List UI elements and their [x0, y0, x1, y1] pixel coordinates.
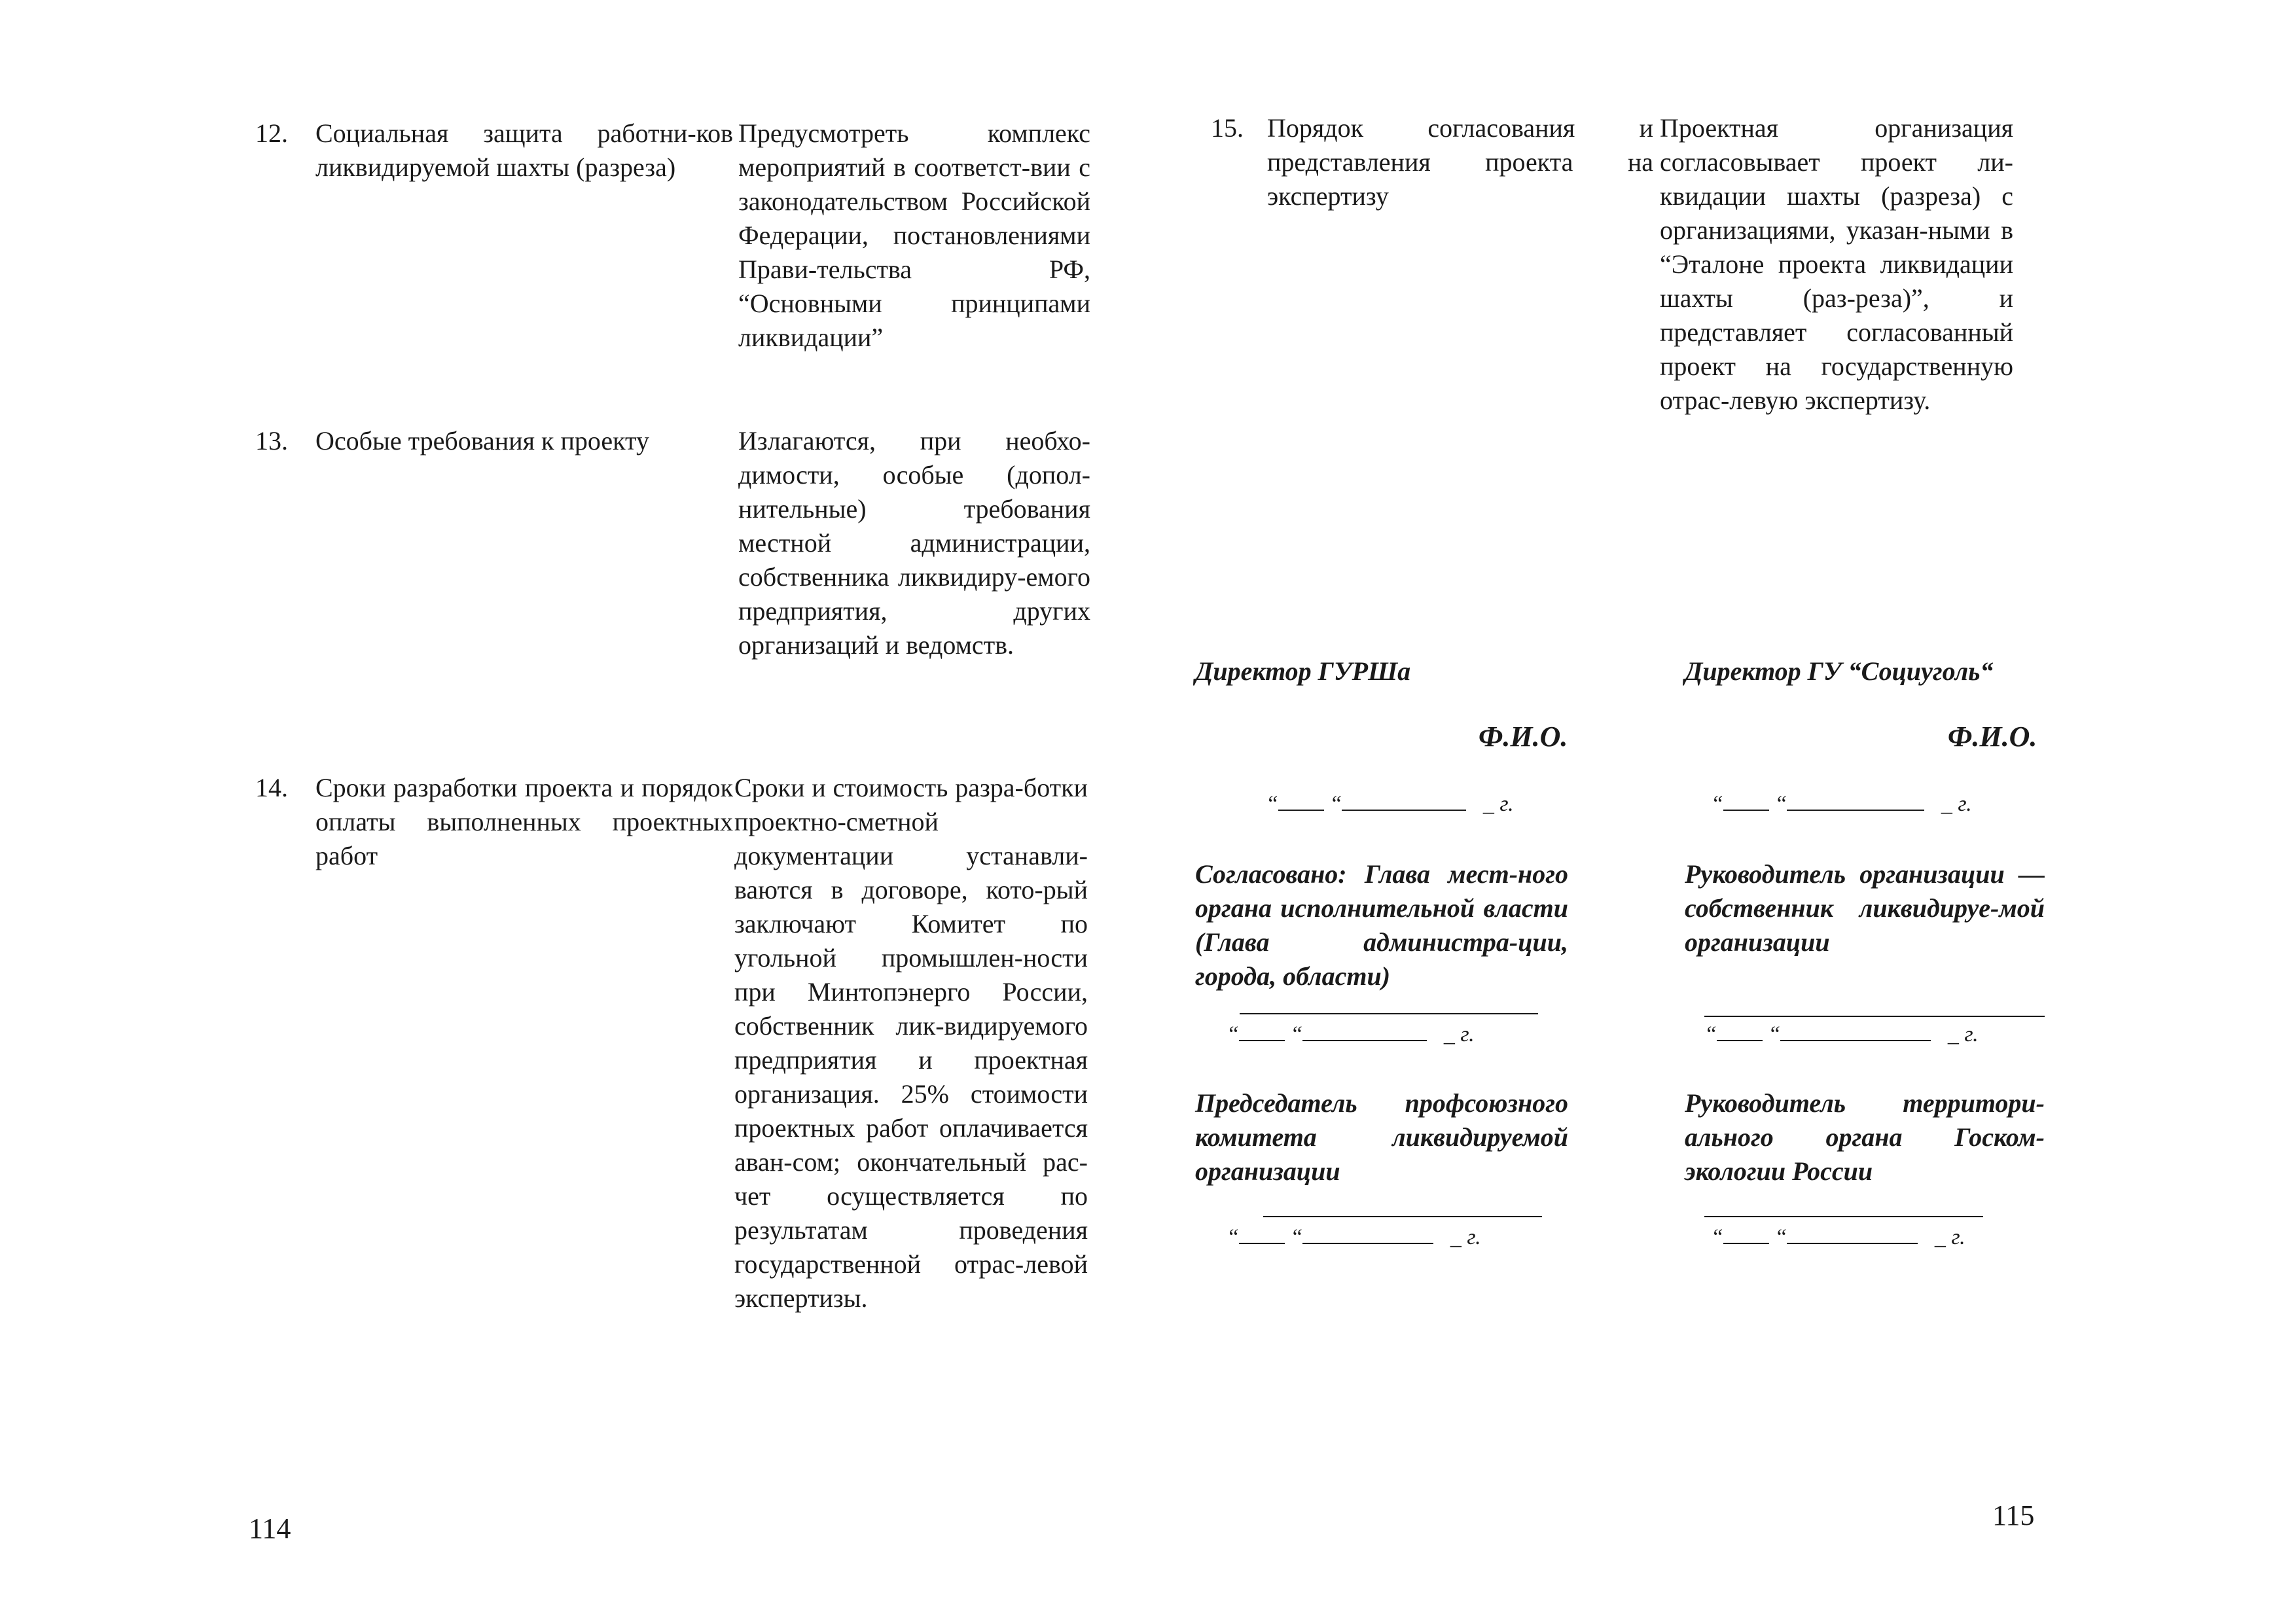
signature-agreed-head: Согласовано: Глава мест-ного органа исполнительной власти (Глава администра-ции, города, области) — [1195, 859, 1568, 991]
item-description: Излагаются, при необхо-димости, особые (допол-нительные) требования местной администрации, собственника ликвидиру-емого предприятия, других организаций и ведомств. — [738, 426, 1090, 660]
signature-line — [1704, 1216, 1983, 1217]
signature-line — [1240, 1013, 1538, 1014]
fio-left: Ф.И.О. — [1479, 721, 1568, 753]
item-name: Социальная защита работни-ков ликвидируемой шахты (разреза) — [315, 118, 733, 182]
fio-right: Ф.И.О. — [1948, 721, 2037, 753]
signature-line — [1263, 1216, 1542, 1217]
date-line: “ “ _ г. — [1227, 1225, 1481, 1249]
item-name: Сроки разработки проекта и порядок оплаты выполненных проектных работ — [315, 773, 733, 870]
signature-director-sotsugol: Директор ГУ “Социуголь“ — [1685, 656, 1994, 686]
item-number: 15. — [1211, 113, 1244, 143]
date-line: “ “ _ г. — [1704, 1022, 1979, 1046]
page-number-left: 114 — [249, 1512, 291, 1544]
date-line: “ “ _ г. — [1711, 1225, 1965, 1249]
item-name: Особые требования к проекту — [315, 426, 649, 455]
page-number-right: 115 — [1992, 1499, 2035, 1531]
item-name: Порядок согласования и представления проекта на экспертизу — [1267, 113, 1653, 211]
item-description: Предусмотреть комплекс мероприятий в соответст-вии с законодательством Российской Федерации, постановлениями Прави-тельства РФ, “Основными принципами ликвидации” — [738, 118, 1090, 352]
date-line: “ “ _ г. — [1227, 1022, 1475, 1046]
signature-owner-head: Руководитель организации —собственник ликвидируе-мой организации — [1685, 859, 2045, 957]
item-description: Сроки и стоимость разра-ботки проектно-сметной документации устанавли-ваются в договоре, кото-рый заключают Комитет по угольной промышлен-ности при Минтопэнерго России, собственник лик-видируемого предприятия и проектная организация. 25% стоимости проектных работ оплачивается аван-сом; окончательный рас-чет осуществляется по результатам проведения государственной отрас-левой экспертизы. — [734, 773, 1088, 1313]
item-description: Проектная организация согласовывает проект ли-квидации шахты (разреза) с организациями, указан-ными в “Эталоне проекта ликвидации шахты (раз-реза)”, и представляет согласованный проект на государственную отрас-левую экспертизу. — [1660, 113, 2013, 415]
item-number: 14. — [255, 773, 288, 802]
signature-union-chair: Председатель профсоюзного комитета ликвидируемой организации — [1195, 1088, 1568, 1186]
signature-line — [1704, 1016, 2045, 1017]
right-page — [1148, 0, 2296, 1623]
signature-director-gursha: Директор ГУРШа — [1195, 656, 1411, 686]
date-line: “ “ _ г. — [1711, 792, 1972, 816]
signature-goskom-head: Руководитель территори-ального органа Госком-экологии России — [1685, 1088, 2045, 1186]
date-line: “ “ _ г. — [1266, 792, 1514, 816]
item-number: 13. — [255, 426, 288, 455]
item-number: 12. — [255, 118, 288, 148]
